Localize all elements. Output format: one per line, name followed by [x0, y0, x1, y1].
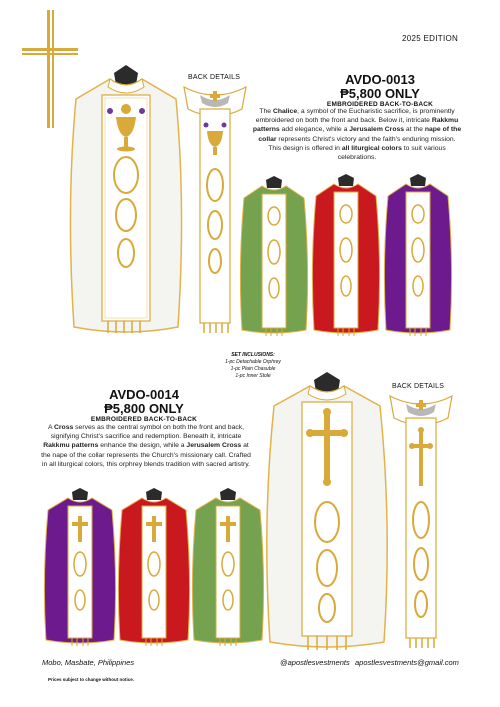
- inclusion-item: 1-pc Detachable Orphrey: [225, 359, 281, 365]
- product2-code: AVDO-0014: [109, 387, 179, 402]
- footer-price-note: Prices subject to change without notice.: [48, 677, 135, 682]
- variant-red-chasuble: [310, 174, 382, 338]
- variant-green-chasuble: [238, 176, 310, 338]
- edition-label: 2025 EDITION: [402, 34, 459, 43]
- product1-price: ₱5,800 ONLY: [340, 86, 420, 101]
- product1-header: [300, 73, 460, 108]
- product1-embroidery: EMBROIDERED BACK-TO-BACK: [326, 101, 434, 108]
- footer-location: Mobo, Masbate, Philippines: [42, 658, 135, 667]
- footer-social-handle[interactable]: @apostlesvestments: [280, 658, 350, 667]
- product2-description: A Cross serves as the central symbol on both the front and back, signifying Christ's sacrifice and redemption. Beneath it, intricate Rakkmu patterns enhance the design, while a Jerusalem Cross at the nape of the collar represents the Church's missionary call. Crafted in all liturgical colors, this orphrey blends tradition with sacred artistry.: [41, 424, 251, 468]
- inclusion-item: 1-pc Inner Stole: [235, 373, 271, 379]
- product2-embroidery: EMBROIDERED BACK-TO-BACK: [90, 416, 198, 423]
- front-chasuble-white: [66, 65, 186, 335]
- variant-purple-chasuble: [42, 488, 118, 648]
- product2-price: ₱5,800 ONLY: [104, 401, 184, 416]
- footer-email[interactable]: apostlesvestments@gmail.com: [355, 658, 459, 667]
- product2-header: [64, 388, 224, 423]
- variant-purple-chasuble: [382, 174, 454, 338]
- variant-red-chasuble: [116, 488, 192, 648]
- back-details-label: BACK DETAILS: [188, 74, 241, 81]
- inclusions-heading: SET INCLUSIONS:: [231, 352, 275, 358]
- inclusion-item: 1-pc Plain Chasuble: [230, 366, 276, 372]
- product1-description: The Chalice, a symbol of the Eucharistic sacrifice, is prominently embroidered on both the front and back. Below it, intricate Rakkmu patterns add elegance, while a Jerusalem Cross at the nape of the collar represents Christ's victory and the faith's enduring mission. This design is offered in all liturgical colors to suit various celebrations.: [252, 108, 462, 162]
- back-details-label: BACK DETAILS: [392, 383, 445, 390]
- variant-green-chasuble: [190, 488, 266, 648]
- product1-code: AVDO-0013: [345, 72, 415, 87]
- front-chasuble-white: [262, 372, 392, 652]
- back-orphrey: [388, 394, 454, 648]
